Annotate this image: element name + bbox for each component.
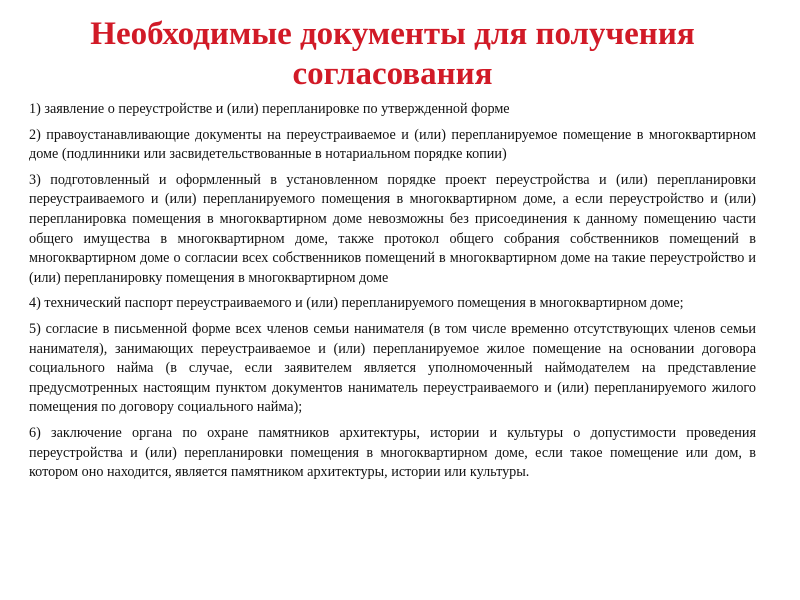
list-item-5: 5) согласие в письменной форме всех членов семьи нанимателя (в том числе временно отсутствующих членов семьи нанимателя), занимающих переустраиваемое и (или) перепланируемое жилое помещение на основании договора социального найма (в случае, если заявителем является уполномоченный наймодателем на представление предусмотренных настоящим пунктом документов наниматель переустраиваемого и (или) перепланируемого жилого помещения по договору социального найма); (29, 320, 756, 416)
list-item-6: 6) заключение органа по охране памятников архитектуры, истории и культуры о допустимости проведения переустройства и (или) перепланировки помещения в многоквартирном доме, если такое помещение или дом, в котором оно находится, является памятником архитектуры, истории или культуры. (29, 424, 756, 481)
list-item-2: 2) правоустанавливающие документы на переустраиваемое и (или) перепланируемое помещение в многоквартирном доме (подлинники или засвидетельствованные в нотариальном порядке копии) (29, 126, 756, 163)
document-list (29, 100, 756, 483)
slide-title: Необходимые документы для получения согласования (90, 16, 695, 92)
list-item-1: 1) заявление о переустройстве и (или) перепланировке по утвержденной форме (29, 101, 510, 117)
list-item-4: 4) технический паспорт переустраиваемого и (или) перепланируемого помещения в многоквартирном доме; (29, 295, 684, 312)
list-item-3: 3) подготовленный и оформленный в установленном порядке проект переустройства и (или) перепланировки переустраиваемого и (или) перепланируемого помещения в многоквартирном доме, а если переустройство и (или) перепланировка помещения в многоквартирном доме невозможны без присоединения к данному помещению части общего имущества в многоквартирном доме, также протокол общего собрания собственников помещений в многоквартирном доме о согласии всех собственников помещений в многоквартирном доме на такие переустройство и (или) перепланировку помещения в многоквартирном доме (29, 171, 756, 286)
